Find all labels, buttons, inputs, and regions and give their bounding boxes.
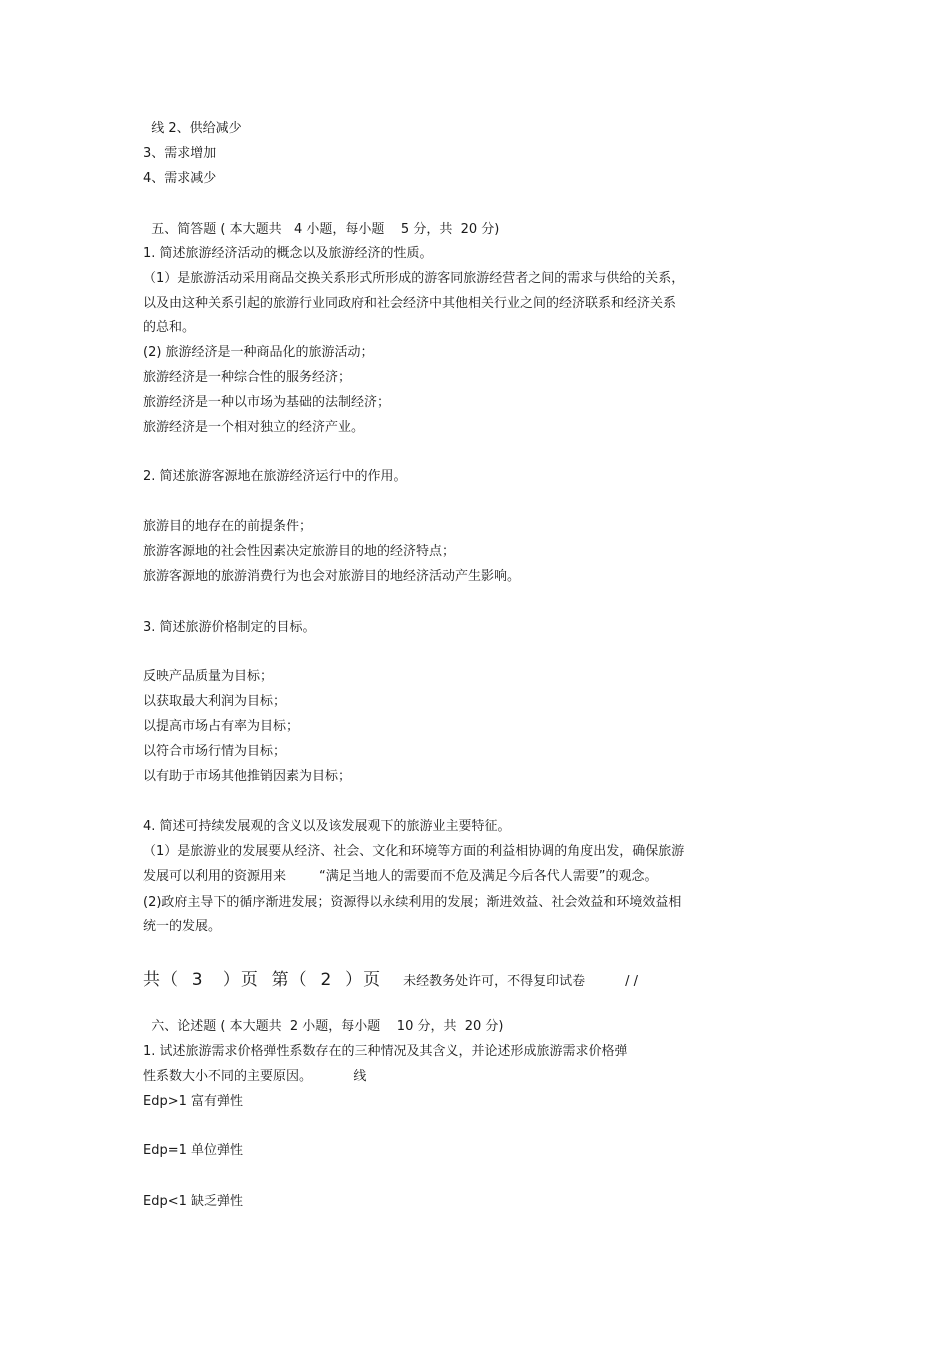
answer-3-line-2: 以获取最大利润为目标；: [143, 694, 287, 709]
answer-3-line-4: 以符合市场行情为目标；: [143, 744, 287, 759]
answer-2-line-1: 旅游目的地存在的前提条件；: [143, 519, 313, 534]
answer-1-line-3: 的总和。: [143, 320, 196, 335]
answer-2-line-2: 旅游客源地的社会性因素决定旅游目的地的经济特点；: [143, 544, 456, 559]
section-heading-essay: 六、论述题 ( 本大题共 2 小题，每小题 10 分，共 20 分): [143, 1019, 504, 1034]
question-3: 3. 简述旅游价格制定的目标。: [143, 620, 316, 635]
answer-1-line-4: (2) 旅游经济是一种商品化的旅游活动；: [143, 345, 374, 360]
answer-1-line-2: 以及由这种关系引起的旅游行业同政府和社会经济中其他相关行业之间的经济联系和经济关系: [143, 296, 677, 311]
footer-mark: / /: [625, 974, 638, 989]
page-number-label: 共（ 3 ）页 第（ 2 ）页: [143, 970, 382, 990]
essay-question-1-line-2: 性系数大小不同的主要原因。 线: [143, 1069, 367, 1084]
answer-4-line-2: 发展可以利用的资源用来 “满足当地人的需要而不危及满足今后各代人需要”的观念。: [143, 869, 658, 884]
answer-3-line-5: 以有助于市场其他推销因素为目标；: [143, 769, 352, 784]
answer-1-line-6: 旅游经济是一种以市场为基础的法制经济；: [143, 395, 391, 410]
answer-1-line-7: 旅游经济是一个相对独立的经济产业。: [143, 420, 365, 435]
section-heading-short-answer: 五、简答题 ( 本大题共 4 小题，每小题 5 分，共 20 分): [143, 222, 500, 237]
copy-notice: 未经教务处许可，不得复印试卷: [403, 974, 586, 989]
line-demand-increase: 3、需求增加: [143, 146, 217, 161]
answer-2-line-3: 旅游客源地的旅游消费行为也会对旅游目的地经济活动产生影响。: [143, 569, 521, 584]
answer-4-line-3: (2)政府主导下的循序渐进发展；资源得以永续利用的发展；渐进效益、社会效益和环境效益相: [143, 895, 682, 910]
answer-3-line-3: 以提高市场占有率为目标；: [143, 719, 300, 734]
elasticity-less: Edp<1 缺乏弹性: [143, 1194, 244, 1209]
answer-4-line-1: （1）是旅游业的发展要从经济、社会、文化和环境等方面的利益相协调的角度出发，确保旅游: [143, 844, 685, 859]
essay-question-1-line-1: 1. 试述旅游需求价格弹性系数存在的三种情况及其含义，并论述形成旅游需求价格弹: [143, 1044, 628, 1059]
elasticity-greater: Edp>1 富有弹性: [143, 1094, 244, 1109]
answer-1-line-1: （1）是旅游活动采用商品交换关系形式所形成的游客同旅游经营者之间的需求与供给的关系，: [143, 271, 685, 286]
page-footer: [143, 965, 638, 990]
answer-4-line-4: 统一的发展。: [143, 919, 222, 934]
line-demand-decrease: 4、需求减少: [143, 171, 217, 186]
question-2: 2. 简述旅游客源地在旅游经济运行中的作用。: [143, 469, 407, 484]
line-supply-decrease: 线 2、供给减少: [143, 121, 242, 136]
answer-1-line-5: 旅游经济是一种综合性的服务经济；: [143, 370, 352, 385]
answer-3-line-1: 反映产品质量为目标；: [143, 669, 274, 684]
question-4: 4. 简述可持续发展观的含义以及该发展观下的旅游业主要特征。: [143, 819, 511, 834]
question-1: 1. 简述旅游经济活动的概念以及旅游经济的性质。: [143, 246, 433, 261]
elasticity-unit: Edp=1 单位弹性: [143, 1143, 244, 1158]
